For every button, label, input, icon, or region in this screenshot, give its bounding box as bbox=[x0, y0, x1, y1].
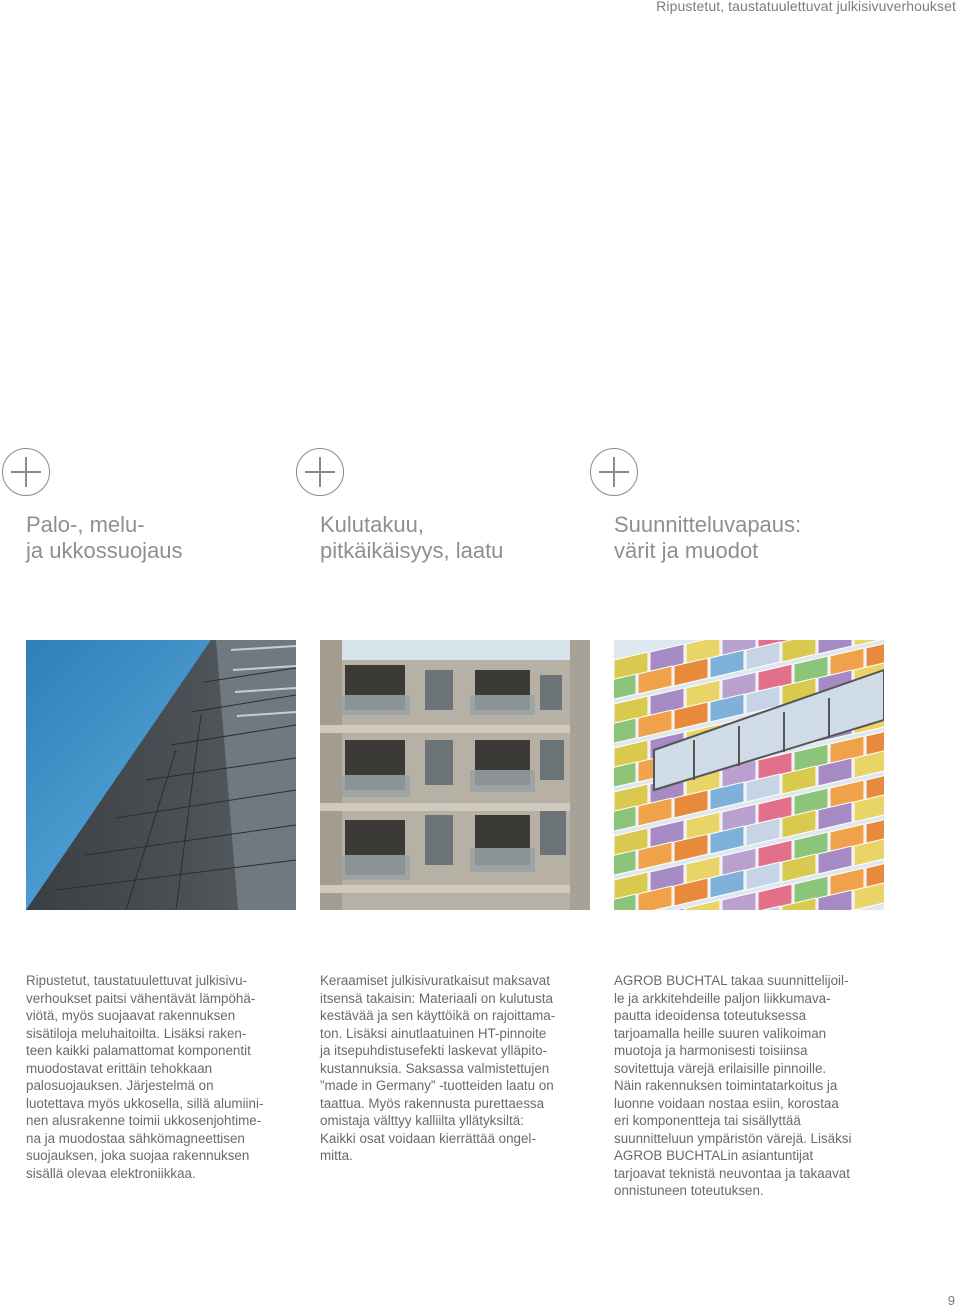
page-number: 9 bbox=[947, 1293, 955, 1308]
photo-colorful-facade bbox=[614, 640, 884, 910]
column-body: Ripustetut, taustatuulettuvat julkisivu- verhoukset paitsi vähentävät lämpöhä- viötä, myös suojaavat rakennuksen sisätiloja meluhaitoilta. Lisäksi raken- teen kaikki palamattomat komponentit muodostavat erittäin tehokkaan palosuojauksen. Järjestelmä on luotettava myös ukkosella, sillä alumiini- nen alusrakenne toimii ukkosenjohtime- na ja muodostaa sähkömagneettisen suojauksen, joka suojaa rakennuksen sisällä olevaa elektroniikkaa. bbox=[26, 973, 264, 1181]
running-header: Ripustetut, taustatuulettuvat julkisivuverhoukset bbox=[656, 0, 956, 14]
column-heading: Suunnitteluvapaus: värit ja muodot bbox=[614, 512, 802, 563]
photo-balcony-facade bbox=[320, 640, 590, 910]
column-heading: Kulutakuu, pitkäikäisyys, laatu bbox=[320, 512, 504, 563]
photo-dark-facade bbox=[26, 640, 296, 910]
plus-circle-icon bbox=[296, 448, 344, 496]
column-body: Keraamiset julkisivuratkaisut maksavat itsensä takaisin: Materiaali on kulutusta kestävää ja sen käyttöikä on rajoittama- ton. Lisäksi ainutlaatuinen HT-pinnoite ja itsepuhdistusefekti laskevat ylläpito- kustannuksia. Saksassa valmistettujen ”made in Germany” -tuotteiden laatu on taattua. Myös rakennusta purettaessa omistaja välttyy kalliilta yllätyksiltä: Kaikki osat voidaan kierrättää ongel- mitta. bbox=[320, 973, 556, 1163]
plus-circle-icon bbox=[2, 448, 50, 496]
plus-circle-icon bbox=[590, 448, 638, 496]
column-body: AGROB BUCHTAL takaa suunnittelijoil- le ja arkkitehdeille paljon liikkumava- pautta ideoidensa toteutuksessa tarjoamalla heille suuren valikoiman muotoja ja harmonisesti toisiinsa sovitettuja värejä erilaisille pinnoille. Näin rakennuksen toimintatarkoitus ja luonne voidaan nostaa esiin, korostaa eri komponentteja tai sisällyttää suunnitteluun ympäristön värejä. Lisäksi AGROB BUCHTALin asiantuntijat tarjoavat teknistä neuvontaa ja takaavat onnistuneen toteutuksen. bbox=[614, 973, 852, 1198]
column-heading: Palo-, melu- ja ukkossuojaus bbox=[26, 512, 183, 563]
